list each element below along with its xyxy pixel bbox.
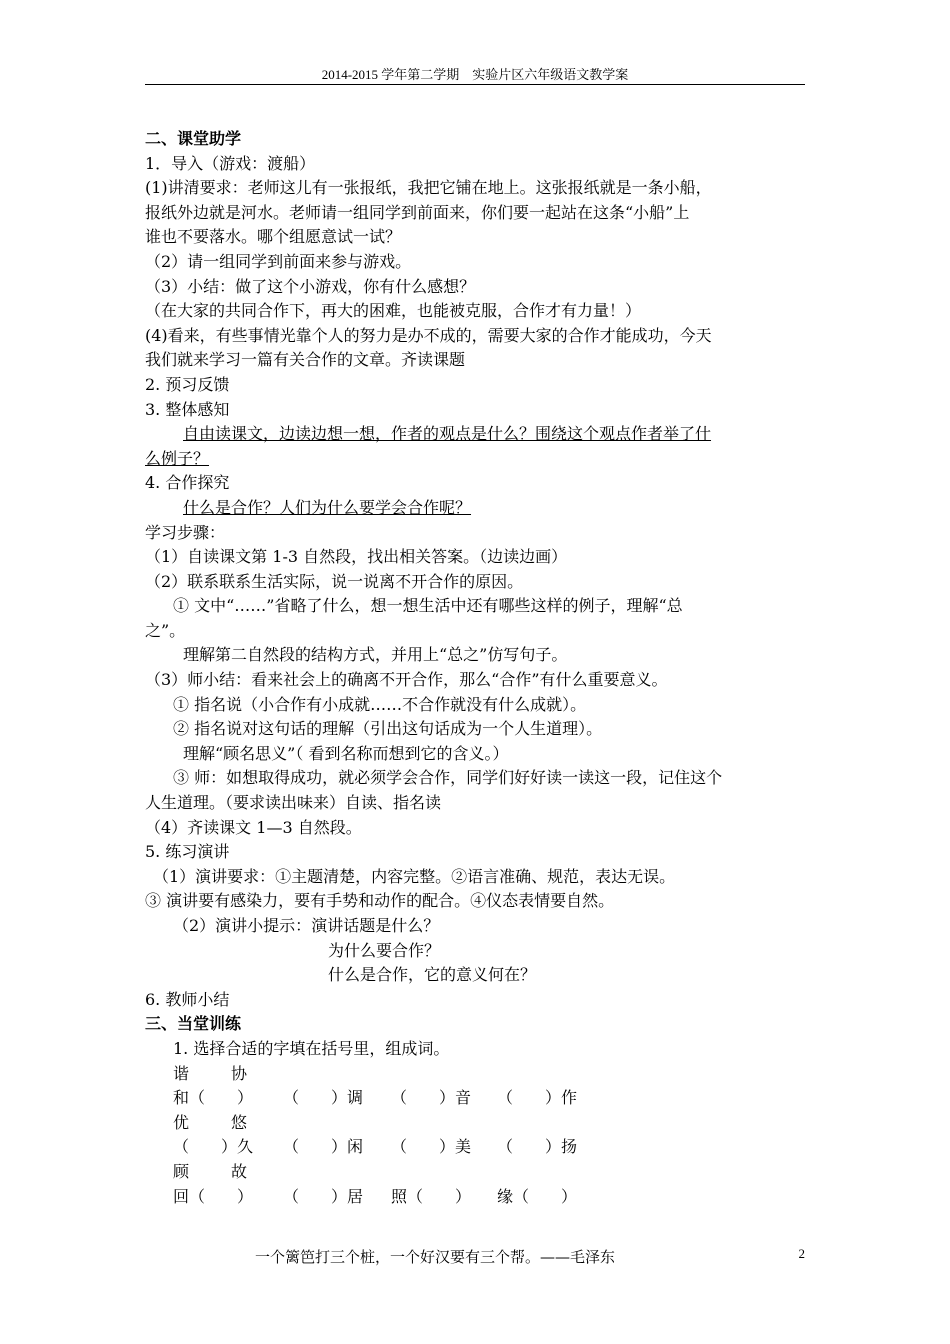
subsection-heading: 5. 练习演讲	[145, 842, 230, 862]
word-blank[interactable]: （ ）作	[497, 1088, 578, 1108]
underlined-question: 自由读课文，边读边想一想，作者的观点是什么？围绕这个观点作者举了什	[183, 424, 712, 444]
paragraph-line: 我们就来学习一篇有关合作的文章。齐读课题	[145, 350, 466, 370]
paragraph-line: 谁也不要落水。哪个组愿意试一试？	[145, 227, 402, 247]
section-heading: 二、课堂助学	[145, 129, 242, 148]
subsection-heading: 4. 合作探究	[145, 473, 230, 493]
char-pair-row	[145, 1062, 807, 1087]
footer-quote: 一个篱笆打三个桩，一个好汉要有三个帮。——毛泽东	[255, 1248, 616, 1266]
tip-item: 为什么要合作？	[328, 940, 441, 960]
paragraph-line: (4)看来，有些事情光靠个人的努力是办不成的，需要大家的合作才能成功，今天	[145, 325, 712, 345]
char-option: 顾	[173, 1161, 190, 1181]
paragraph-line: （3）小结：做了这个小游戏，你有什么感想？	[145, 276, 476, 296]
word-blank-row	[145, 1086, 807, 1111]
subsection-heading: 6. 教师小结	[145, 989, 230, 1009]
word-blank[interactable]: （ ）调	[283, 1088, 364, 1108]
char-option: 故	[231, 1161, 248, 1181]
step-line: （3）师小结：看来社会上的确离不开合作，那么“合作”有什么重要意义。	[145, 670, 668, 690]
word-blank[interactable]: 回（ ）	[173, 1186, 254, 1206]
paragraph-line: 报纸外边就是河水。老师请一组同学到前面来，你们要一起站在这条“小船”上	[145, 202, 690, 222]
char-option: 悠	[231, 1112, 248, 1132]
step-line: ① 指名说（小合作有小成就……不合作就没有什么成就）。	[173, 694, 587, 714]
word-blank[interactable]: 缘（ ）	[497, 1186, 578, 1206]
char-option: 优	[173, 1112, 190, 1132]
step-line: ③ 师：如想取得成功，就必须学会合作，同学们好好读一读这一段，记住这个	[173, 768, 723, 788]
paragraph-line: （在大家的共同合作下，再大的困难，也能被克服，合作才有力量！）	[145, 301, 642, 321]
step-line: ② 指名说对这句话的理解（引出这句话成为一个人生道理）。	[173, 719, 603, 739]
step-line: 理解第二自然段的结构方式，并用上“总之”仿写句子。	[183, 645, 568, 665]
paragraph-line: ③ 演讲要有感染力，要有手势和动作的配合。④仪态表情要自然。	[145, 891, 615, 911]
step-line: ① 文中“……”省略了什么，想一想生活中还有哪些这样的例子，理解“总	[173, 596, 683, 616]
subsection-heading: 1．导入（游戏：渡船）	[145, 153, 316, 173]
steps-label: 学习步骤：	[145, 522, 226, 542]
underlined-question: 么例子？	[145, 448, 210, 468]
section-heading: 三、当堂训练	[145, 1014, 242, 1034]
word-blank[interactable]: 和（ ）	[173, 1088, 254, 1108]
page-number: 2	[798, 1246, 805, 1261]
header-rule	[145, 84, 805, 85]
paragraph-line: （2）请一组同学到前面来参与游戏。	[145, 251, 412, 271]
word-blank[interactable]: （ ）闲	[283, 1137, 364, 1157]
underlined-question: 什么是合作？人们为什么要学会合作呢？	[183, 497, 472, 517]
word-blank[interactable]: （ ）音	[391, 1088, 472, 1108]
step-line: 之”。	[145, 620, 186, 640]
tip-item: 演讲话题是什么？	[311, 916, 440, 935]
step-line: （4）齐读课文 1—3 自然段。	[145, 817, 362, 837]
question-line	[145, 422, 807, 447]
char-pair-row	[145, 1160, 807, 1185]
word-blank-row	[145, 1185, 807, 1210]
word-blank[interactable]: 照（ ）	[391, 1186, 472, 1206]
document-body	[145, 127, 807, 1209]
word-blank[interactable]: （ ）扬	[497, 1137, 578, 1157]
char-option: 谐	[173, 1063, 190, 1083]
exercise-title: 1. 选择合适的字填在括号里，组成词。	[173, 1038, 450, 1058]
tips-line	[145, 914, 807, 939]
step-line: （1）自读课文第 1-3 自然段，找出相关答案。（边读边画）	[145, 547, 568, 567]
tip-item: 什么是合作，它的意义何在？	[328, 965, 537, 985]
char-pair-row	[145, 1111, 807, 1136]
question-line	[145, 447, 807, 472]
question-line	[145, 496, 807, 521]
paragraph-line: （1）演讲要求：①主题清楚，内容完整。②语言准确、规范，表达无误。	[153, 866, 676, 886]
step-line: （2）联系联系生活实际，说一说离不开合作的原因。	[145, 571, 524, 591]
word-blank[interactable]: （ ）美	[391, 1137, 472, 1157]
word-blank[interactable]: （ ）居	[283, 1186, 364, 1206]
word-blank-row	[145, 1135, 807, 1160]
word-blank[interactable]: （ ）久	[173, 1137, 254, 1157]
step-line: 人生道理。（要求读出味来）自读、指名读	[145, 793, 442, 813]
paragraph-line: (1)讲清要求：老师这儿有一张报纸，我把它铺在地上。这张报纸就是一条小船，	[145, 178, 712, 198]
page-header: 2014-2015 学年第二学期 实验片区六年级语文教学案	[321, 67, 629, 82]
tips-label: （2）演讲小提示：	[173, 916, 312, 935]
subsection-heading: 3. 整体感知	[145, 399, 230, 419]
step-line: 理解“顾名思义”（ 看到名称而想到它的含义。）	[183, 743, 509, 763]
subsection-heading: 2. 预习反馈	[145, 374, 230, 394]
char-option: 协	[231, 1063, 248, 1083]
